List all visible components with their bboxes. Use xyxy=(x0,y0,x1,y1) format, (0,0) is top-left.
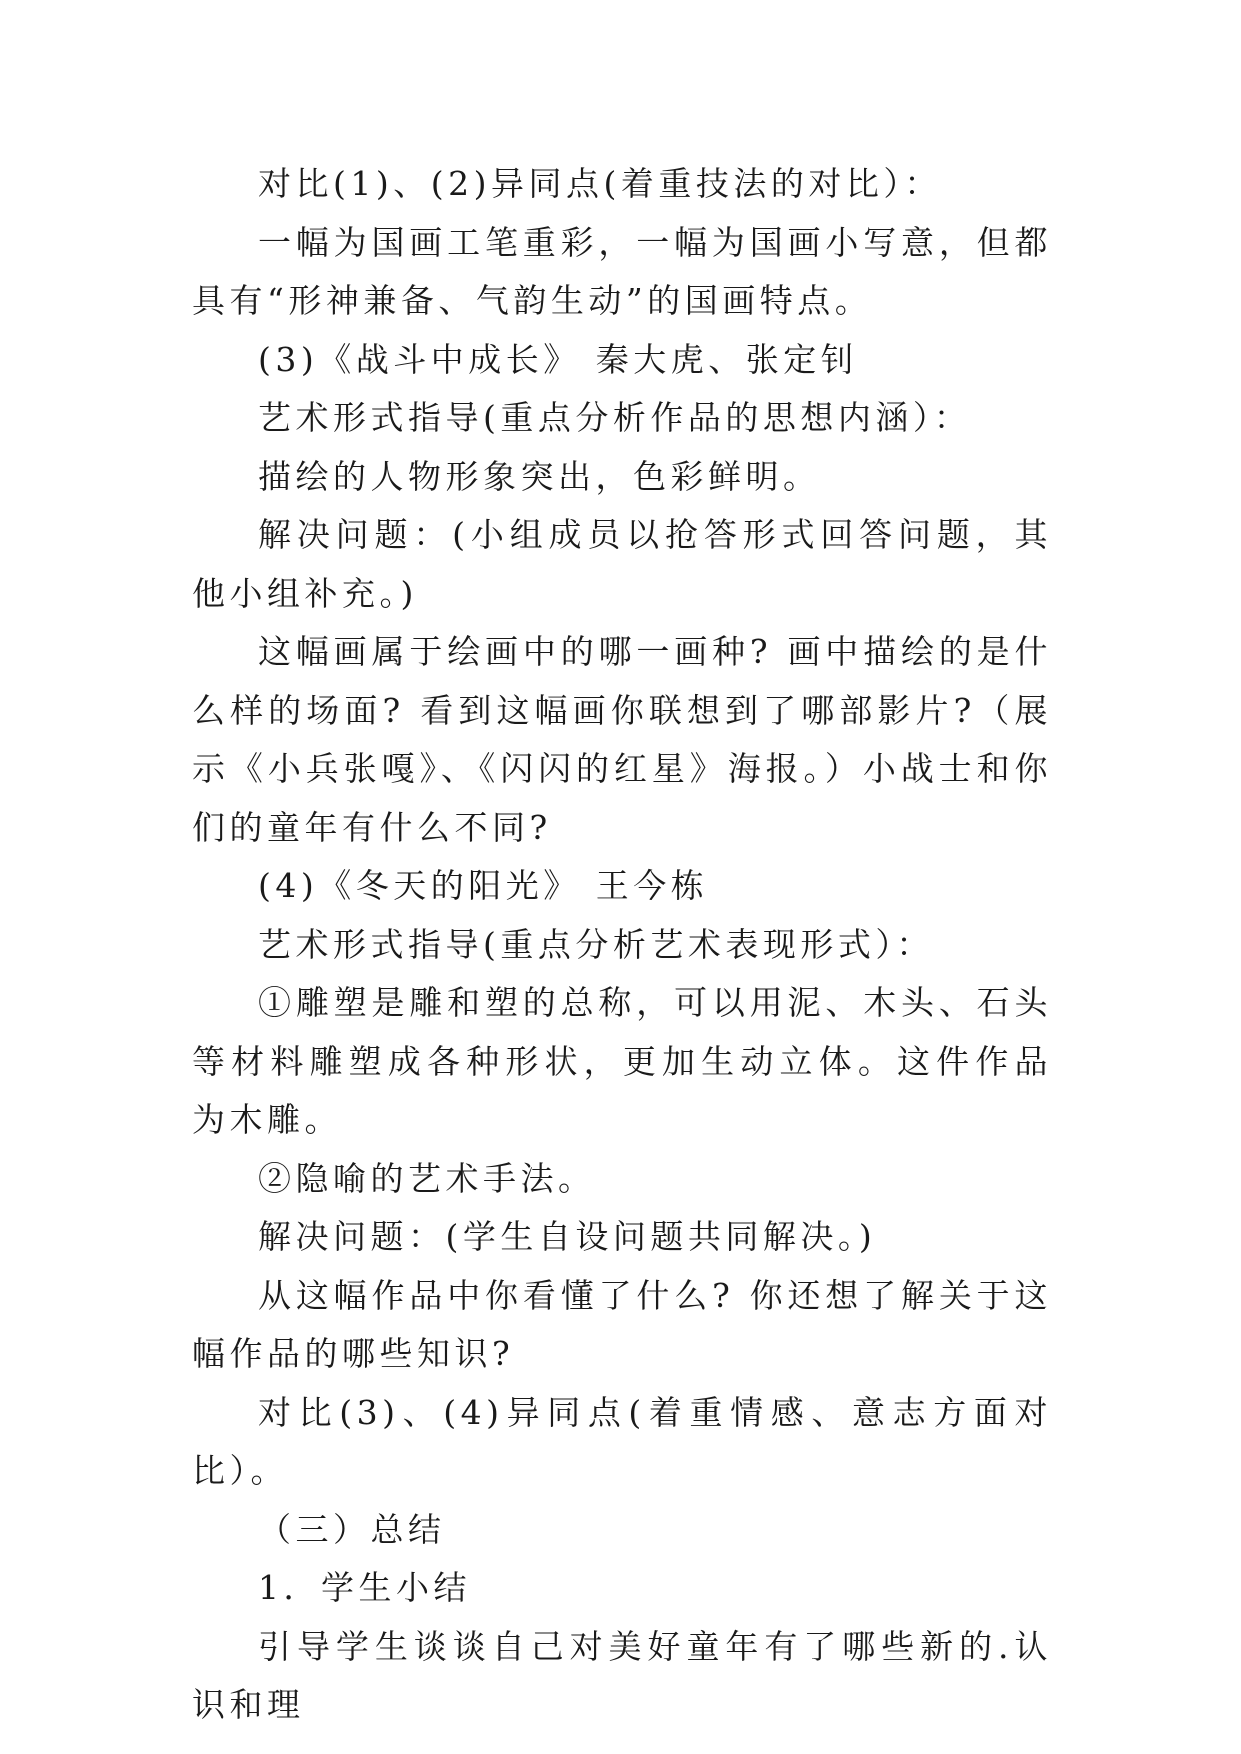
paragraph: 艺术形式指导(重点分析作品的思想内涵）： xyxy=(258,398,972,437)
section-heading: （三）总结 xyxy=(258,1509,446,1549)
paragraph: 解决问题：(小组成员以抢答形式回答问题，其他小组补充。) xyxy=(192,515,1052,613)
paragraph: ②隐喻的艺术手法。 xyxy=(258,1158,596,1198)
paragraph: 引导学生谈谈自己对美好童年有了哪些新的.认识和理 xyxy=(192,1626,1052,1724)
paragraph: 描绘的人物形象突出，色彩鲜明。 xyxy=(258,456,821,496)
subsection-heading: 1．学生小结 xyxy=(258,1568,471,1607)
paragraph: 对比(1)、(2)异同点(着重技法的对比）： xyxy=(258,164,942,203)
paragraph: 从这幅作品中你看懂了什么? 你还想了解关于这幅作品的哪些知识? xyxy=(192,1275,1052,1373)
paragraph: 这幅画属于绘画中的哪一画种? 画中描绘的是什么样的场面? 看到这幅画你联想到了哪部影片?（展示《小兵张嘎》、《闪闪的红星》海报。）小战士和你们的童年有什么不同? xyxy=(192,632,1052,847)
paragraph: 解决问题：(学生自设问题共同解决。) xyxy=(258,1217,877,1256)
paragraph: (4)《冬天的阳光》 王今栋 xyxy=(258,866,709,905)
paragraph: 一幅为国画工笔重彩，一幅为国画小写意，但都具有“形神兼备、气韵生动”的国画特点。 xyxy=(192,222,1052,320)
paragraph: ①雕塑是雕和塑的总称，可以用泥、木头、石头等材料雕塑成各种形状，更加生动立体。这件作品为木雕。 xyxy=(192,983,1052,1139)
paragraph: (3)《战斗中成长》 秦大虎、张定钊 xyxy=(258,339,859,379)
paragraph: 艺术形式指导(重点分析艺术表现形式）： xyxy=(258,924,934,964)
paragraph: 对比(3)、(4)异同点(着重情感、意志方面对比）。 xyxy=(192,1392,1052,1490)
document-body xyxy=(192,155,1052,1735)
